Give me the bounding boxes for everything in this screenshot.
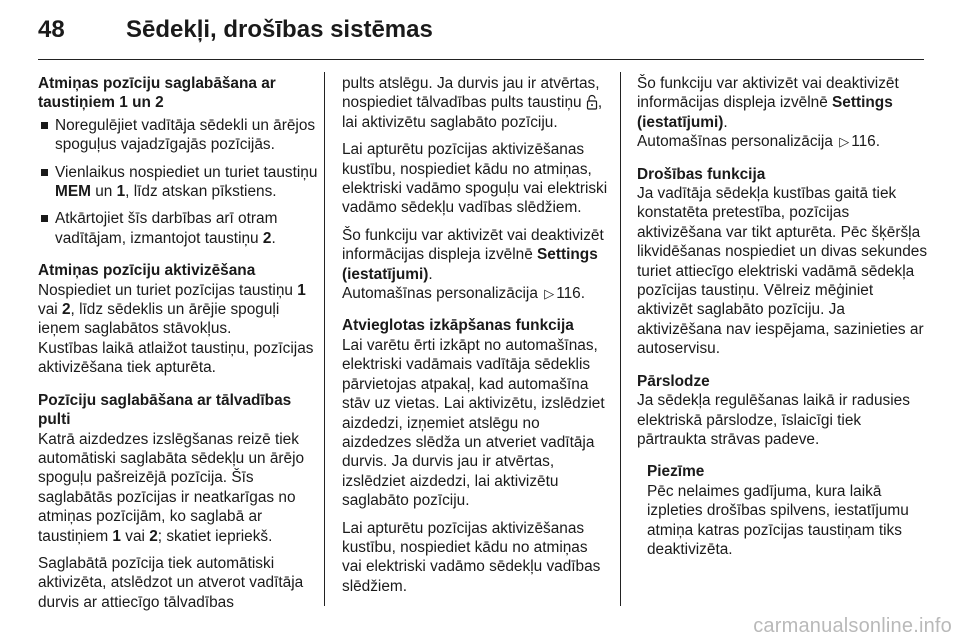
section-heading: Pārslodze: [637, 372, 710, 390]
paragraph: Saglabātā pozīcija tiek automātiski aktivizēta, atslēdzot un atverot vadītāja durvis ar attiecīgo tālvadības: [38, 554, 304, 611]
paragraph: Šo funkciju var aktivizēt vai deaktivizēt informācijas displeja izvēlnē Settings (iestatījumi). Automašīnas personalizācija ▷ 116.: [637, 75, 899, 151]
note-text: Pēc nelaimes gadījuma, kura laikā izpleties drošības spilvens, iestatījumu atmiņa katras pozīcijas taustiņam tiks deaktivizēta.: [647, 482, 909, 558]
page-reference-icon: ▷: [839, 134, 850, 150]
paragraph: Katrā aizdedzes izslēgšanas reizē tiek automātiski saglabāta sēdekļu un ārējo spoguļu pašreizējā pozīcija. Šīs saglabātās pozīcijas ir neatkarīgas no atmiņas pozīcijām, ko saglabā ar taustiņiem 1 vai 2; skatiet iepriekš.: [38, 430, 305, 545]
section-heading: Atmiņas pozīciju saglabāšana ar taustiņiem 1 un 2: [38, 75, 276, 112]
note-heading: Piezīme: [647, 463, 705, 481]
paragraph: Nospiediet un turiet pozīcijas taustiņu 1 vai 2, līdz sēdeklis un ārējie spoguļi ieņem saglabātos stāvokļus.: [38, 281, 306, 338]
note-box: [647, 462, 930, 559]
section-heading: Atvieglotas izkāpšanas funkcija: [342, 317, 574, 335]
watermark: carmanualsonline.info: [753, 615, 952, 637]
bullet-item: Vienlaikus nospiediet un turiet taustiņu MEM un 1, līdz atskan pīkstiens.: [38, 163, 318, 202]
paragraph: Ja vadītāja sēdekļa kustības gaitā tiek konstatēta pretestība, pozīcijas aktivizēšana var tikt apturēta. Pēc šķēršļa likvidēšanas nospiediet un divas sekundes turiet attiecīgo elektriski vadāmā sēdekļa pozīcijas taustiņu. Vēlreiz mēģiniet aktivizēt saglabāto pozīciju. Ja aktivizēšana nav iespējama, sazinieties ar autoservisu.: [637, 185, 928, 358]
paragraph: Kustības laikā atlaižot taustiņu, pozīcijas aktivizēšana tiek apturēta.: [38, 339, 314, 377]
column-2: [342, 74, 610, 609]
page-title: Sēdekļi, drošības sistēmas: [126, 16, 433, 43]
paragraph: pults atslēgu. Ja durvis jau ir atvērtas, nospiediet tālvadības pults taustiņu , lai aktivizētu saglabāto pozīciju.: [342, 75, 603, 131]
section-remote-save: [38, 391, 318, 612]
paragraph: Ja sēdekļa regulēšanas laikā ir radusies elektriskā pārslodze, īslaicīgi tiek pārtraukta strāvas padeve.: [637, 392, 910, 448]
column-divider-1: [324, 72, 325, 606]
header-divider: [38, 59, 924, 60]
section-memory-activate: [38, 261, 318, 377]
section-heading: Drošības funkcija: [637, 165, 766, 183]
column-3: [637, 74, 930, 567]
section-heading: Pozīciju saglabāšana ar tālvadības pulti: [38, 391, 292, 429]
column-1: [38, 74, 318, 625]
bullet-item: Atkārtojiet šīs darbības arī otram vadītājam, izmantojot taustiņu 2.: [38, 209, 318, 248]
section-safety: [637, 165, 930, 359]
page-header: [38, 16, 924, 56]
section-heading: Atmiņas pozīciju aktivizēšana: [38, 262, 256, 280]
section-easy-exit: [342, 316, 610, 596]
paragraph: Šo funkciju var aktivizēt vai deaktivizēt informācijas displeja izvēlnē Settings (iestatījumi). Automašīnas personalizācija ▷ 116.: [342, 226, 604, 303]
page-number: 48: [38, 16, 65, 43]
page-reference-icon: ▷: [544, 286, 555, 302]
section-memory-save: [38, 74, 318, 248]
column-divider-2: [620, 72, 621, 606]
section-overload: [637, 372, 930, 450]
bullet-item: Noregulējiet vadītāja sēdekli un ārējos spoguļus vajadzīgajās pozīcijās.: [38, 116, 318, 155]
paragraph: Lai apturētu pozīcijas aktivizēšanas kustību, nospiediet kādu no atmiņas, elektriski vadāmo spoguļu vai elektriski vadāmo sēdekļu vadības slēdžiem.: [342, 141, 608, 217]
paragraph: Lai varētu ērti izkāpt no automašīnas, elektriski vadāmais vadītāja sēdeklis pārvietojas atpakaļ, kad automašīna stāv uz vietas. Lai aktivizētu, izslēdziet aizdedzi, izņemiet atslēgu no aizdedzes slēdža un atveriet vadītāja durvis. Ja durvis jau ir atvērtas, izslēdziet aizdedzi, lai aktivizētu saglabāto pozīciju.: [342, 336, 605, 510]
unlock-icon: [586, 94, 598, 110]
paragraph: Lai apturētu pozīcijas aktivizēšanas kustību, nospiediet kādu no atmiņas vai elektriski vadāmo sēdekļu vadības slēdžiem.: [342, 519, 601, 595]
